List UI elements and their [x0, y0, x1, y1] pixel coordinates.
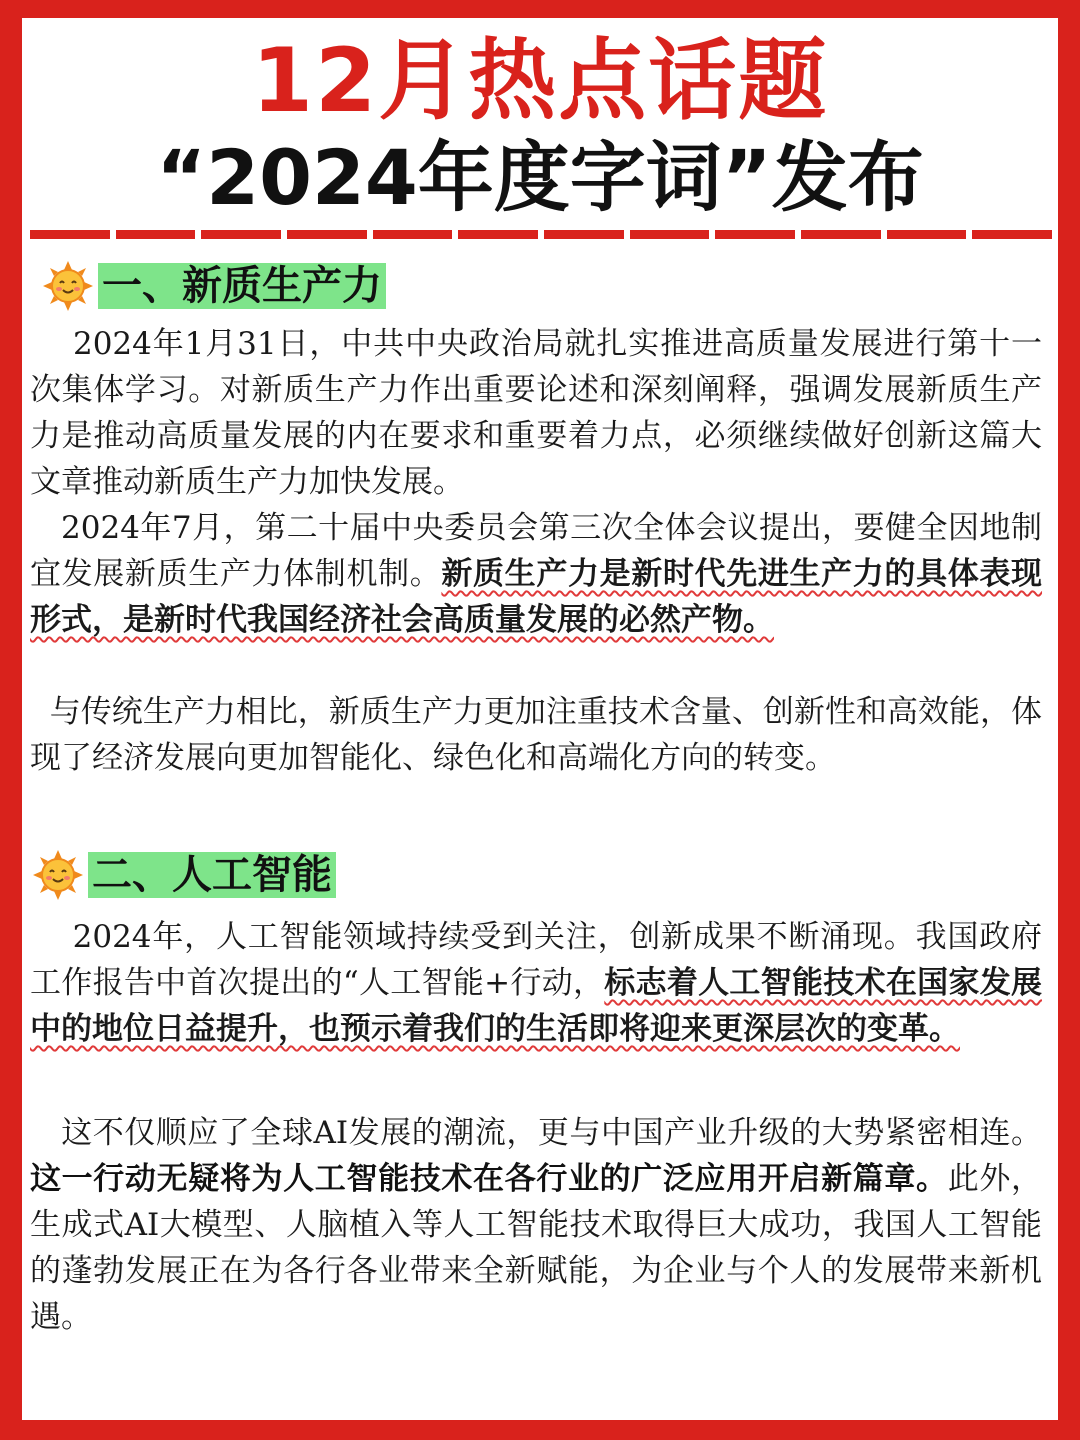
- page-title: 12月热点话题: [251, 29, 829, 132]
- bold-text: 这一行动无疑将为人工智能技术在各行业的广泛应用开启新篇章。: [30, 1161, 948, 1197]
- dashed-divider: [30, 230, 1052, 239]
- section-heading-label: 二、人工智能: [88, 852, 336, 898]
- paragraph: 2024年7月，第二十届中央委员会第三次全体会议提出，要健全因地制宜发展新质生产力体制机制。新质生产力是新时代先进生产力的具体表现形式，是新时代我国经济社会高质量发展的必然产物。: [30, 510, 1043, 638]
- section-heading-2: [32, 850, 336, 900]
- section-heading-1: [42, 261, 386, 311]
- section-heading-label: 一、新质生产力: [98, 263, 386, 309]
- paragraph: 2024年，人工智能领域持续受到关注，创新成果不断涌现。我国政府工作报告中首次提出的“人工智能+行动，标志着人工智能技术在国家发展中的地位日益提升，也预示着我们的生活即将迎来更深层次的变革。: [30, 919, 1043, 1047]
- smiling-sun-icon: [42, 260, 94, 312]
- paragraph: 这不仅顺应了全球AI发展的潮流，更与中国产业升级的大势紧密相连。这一行动无疑将为人工智能技术在各行业的广泛应用开启新篇章。此外，生成式AI大模型、人脑植入等人工智能技术取得巨大成功，我国人工智能的蓬勃发展正在为各行各业带来全新赋能，为企业与个人的发展带来新机遇。: [30, 1115, 1043, 1335]
- smiling-sun-icon: [32, 849, 84, 901]
- page-frame: [22, 18, 1058, 1420]
- highlighted-text: 新质生产力是新时代先进生产力的具体表现形式，是新时代我国经济社会高质量发展的必然产物。: [30, 556, 1043, 638]
- highlighted-text: 标志着人工智能技术在国家发展中的地位日益提升，也预示着我们的生活即将迎来更深层次的变革。: [30, 965, 1043, 1047]
- paragraph: 2024年1月31日，中共中央政治局就扎实推进高质量发展进行第十一次集体学习。对新质生产力作出重要论述和深刻阐释，强调发展新质生产力是推动高质量发展的内在要求和重要着力点，必须继续做好创新这篇大文章推动新质生产力加快发展。: [30, 326, 1042, 500]
- page-subtitle: “2024年度字词”发布: [156, 133, 924, 222]
- paragraph: 与传统生产力相比，新质生产力更加注重技术含量、创新性和高效能，体现了经济发展向更加智能化、绿色化和高端化方向的转变。: [30, 694, 1042, 776]
